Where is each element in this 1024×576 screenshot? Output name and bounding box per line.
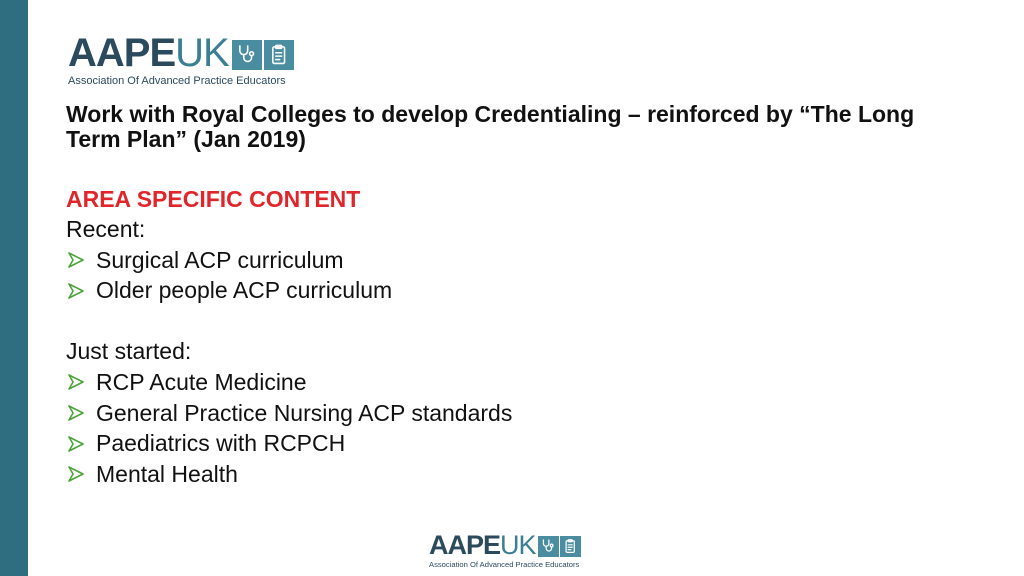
group-label-recent: Recent:	[66, 216, 146, 242]
clipboard-icon	[264, 40, 294, 70]
list-item	[66, 398, 966, 429]
recent-list	[66, 245, 966, 306]
logo-icons	[538, 536, 581, 557]
spacer	[66, 306, 966, 336]
just-started-list	[66, 367, 966, 490]
list-item	[66, 428, 966, 459]
stethoscope-icon	[232, 40, 262, 70]
arrow-bullet-icon	[68, 436, 84, 452]
logo-word-accent: UK	[500, 530, 536, 560]
arrow-bullet-icon	[68, 374, 84, 390]
clipboard-icon	[560, 536, 581, 557]
left-accent-bar	[0, 0, 28, 576]
list-item-text: Mental Health	[96, 460, 238, 487]
list-item-text: General Practice Nursing ACP standards	[96, 399, 513, 426]
list-item	[66, 275, 966, 306]
slide-content	[66, 102, 966, 490]
list-item-text: Surgical ACP curriculum	[96, 246, 344, 273]
list-item	[66, 367, 966, 398]
logo-icons	[232, 40, 294, 70]
logo-wordmark	[68, 33, 294, 73]
group-label-just-started: Just started:	[66, 338, 192, 365]
list-item-text: Paediatrics with RCPCH	[96, 430, 346, 457]
arrow-bullet-icon	[68, 283, 84, 299]
logo-word-main: AAPE	[429, 530, 501, 560]
list-item	[66, 459, 966, 490]
list-item	[66, 245, 966, 276]
logo-word-accent: UK	[175, 31, 229, 75]
logo-wordmark	[429, 532, 581, 559]
logo-tagline: Association Of Advanced Practice Educators	[429, 560, 580, 569]
arrow-bullet-icon	[68, 466, 84, 482]
section-title: AREA SPECIFIC CONTENT	[66, 186, 361, 212]
stethoscope-icon	[538, 536, 559, 557]
arrow-bullet-icon	[68, 252, 84, 268]
slide-heading: Work with Royal Colleges to develop Credentialing – reinforced by “The Long Term Plan” (Jan 2019)	[66, 101, 915, 152]
list-item-text: RCP Acute Medicine	[96, 368, 307, 395]
arrow-bullet-icon	[68, 405, 84, 421]
list-item-text: Older people ACP curriculum	[96, 277, 393, 304]
logo-bottom	[429, 532, 581, 569]
logo-top	[68, 33, 294, 87]
logo-word-main: AAPE	[68, 31, 176, 75]
logo-tagline: Association Of Advanced Practice Educators	[68, 75, 286, 87]
